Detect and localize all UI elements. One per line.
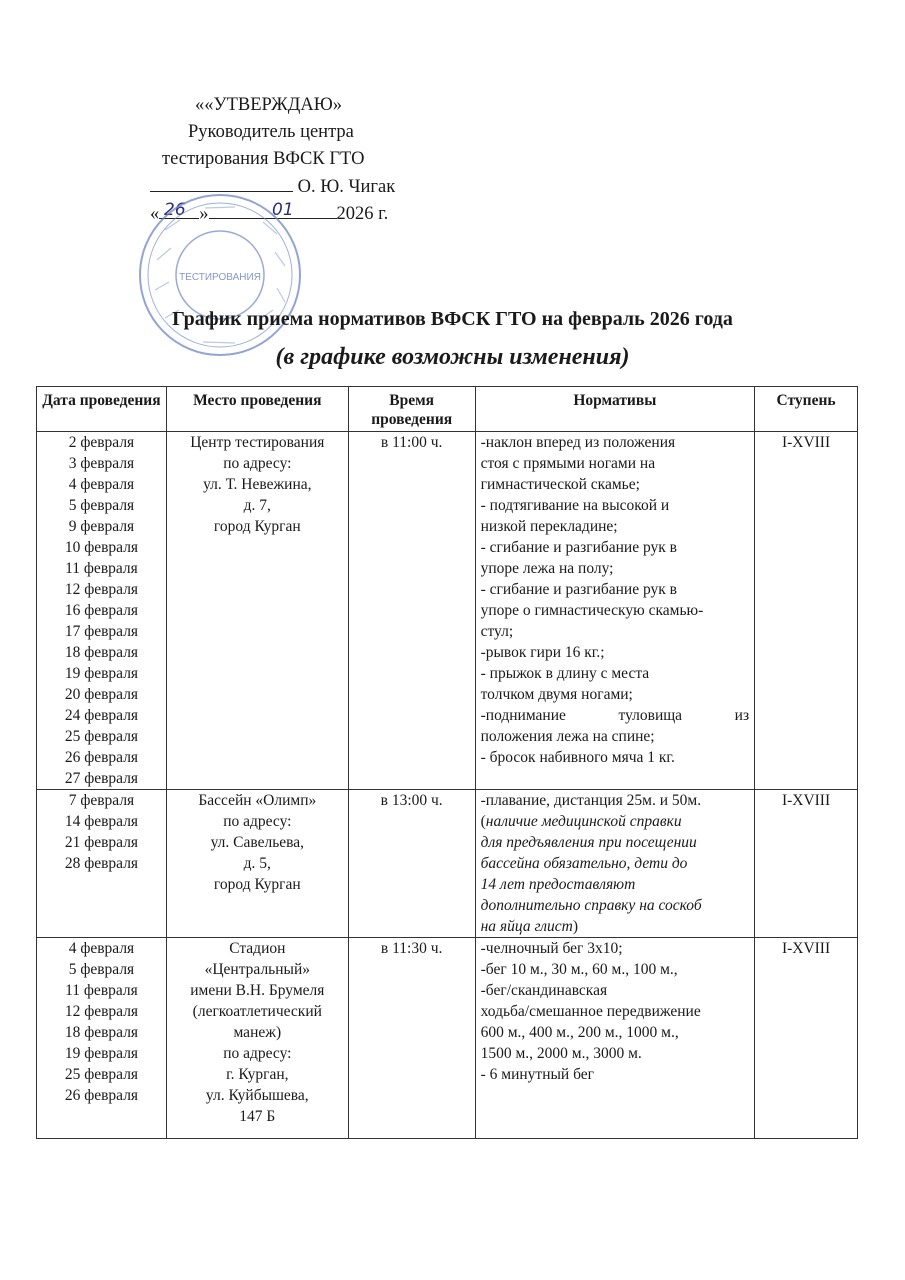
date-item: 20 февраля <box>64 686 139 703</box>
dates-cell <box>37 938 167 1139</box>
page-title: График приема нормативов ВФСК ГТО на февраль 2026 года <box>172 308 733 330</box>
date-item: 16 февраля <box>64 602 139 619</box>
header-norms: Нормативы <box>475 387 754 432</box>
place-line: д. 5, <box>243 855 271 872</box>
norm-line: 600 м., 400 м., 200 м., 1000 м., <box>480 1024 679 1041</box>
place-line: ул. Т. Невежина, <box>203 476 312 493</box>
handwritten-day: 26 <box>164 200 186 220</box>
stage-cell: I-XVIII <box>755 938 858 1139</box>
signature-blank <box>150 173 293 192</box>
place-line: 147 Б <box>239 1108 276 1125</box>
norms-cell <box>475 938 754 1139</box>
date-item: 26 февраля <box>64 749 139 766</box>
date-item: 28 февраля <box>64 855 139 872</box>
header-place: Место проведения <box>166 387 348 432</box>
schedule-table <box>36 386 858 1139</box>
date-item: 2 февраля <box>68 434 135 451</box>
norm-line: - бросок набивного мяча 1 кг. <box>480 749 675 766</box>
approval-heading: ««УТВЕРЖДАЮ» <box>195 95 342 115</box>
note-paren-close: ) <box>572 918 579 935</box>
date-item: 19 февраля <box>64 665 139 682</box>
norm-note-line <box>481 916 749 937</box>
norms-cell <box>475 790 754 938</box>
date-item: 9 февраля <box>68 518 135 535</box>
norm-line: гимнастической скамье; <box>480 476 640 493</box>
norm-line: низкой перекладине; <box>480 518 618 535</box>
date-item: 24 февраля <box>64 707 139 724</box>
norm-line: 1500 м., 2000 м., 3000 м. <box>480 1045 642 1062</box>
date-item: 5 февраля <box>68 961 135 978</box>
note-text: 14 лет предоставляют <box>480 876 636 893</box>
norm-line: - сгибание и разгибание рук в <box>480 539 677 556</box>
place-line: Бассейн «Олимп» <box>198 792 317 809</box>
note-text: наличие медицинской справки <box>485 813 682 830</box>
time-cell: в 11:00 ч. <box>348 432 475 790</box>
signature-line <box>150 173 420 200</box>
norm-line: положения лежа на спине; <box>480 728 655 745</box>
date-item: 3 февраля <box>68 455 135 472</box>
date-item: 4 февраля <box>68 476 135 493</box>
signer-name: О. Ю. Чигак <box>297 177 396 197</box>
header-date: Дата проведения <box>37 387 167 432</box>
date-item: 10 февраля <box>64 539 139 556</box>
approval-date <box>150 200 420 227</box>
handwritten-month: 01 <box>272 200 294 220</box>
date-item: 17 февраля <box>64 623 139 640</box>
norm-line: ходьба/смешанное передвижение <box>480 1003 701 1020</box>
date-item: 25 февраля <box>64 1066 139 1083</box>
place-line: по адресу: <box>223 813 292 830</box>
norm-line: стоя с прямыми ногами на <box>480 455 656 472</box>
norm-line: толчком двумя ногами; <box>480 686 633 703</box>
stamp-text: ТЕСТИРОВАНИЯ <box>179 272 261 283</box>
note-text: для предъявления при посещении <box>480 834 697 851</box>
date-item: 14 февраля <box>64 813 139 830</box>
norm-line: стул; <box>480 623 514 640</box>
approver-position: Руководитель центра <box>188 122 354 142</box>
place-line: по адресу: <box>223 455 292 472</box>
dates-cell <box>37 432 167 790</box>
norm-line: -бег/скандинавская <box>480 982 608 999</box>
date-item: 19 февраля <box>64 1045 139 1062</box>
date-item: 25 февраля <box>64 728 139 745</box>
header-stage: Ступень <box>755 387 858 432</box>
table-row <box>37 432 858 790</box>
time-cell: в 11:30 ч. <box>348 938 475 1139</box>
date-item: 4 февраля <box>68 940 135 957</box>
place-line: д. 7, <box>243 497 271 514</box>
norm-line: упоре о гимнастическую скамью- <box>480 602 704 619</box>
place-line: имени В.Н. Брумеля <box>190 982 325 999</box>
place-line: ул. Куйбышева, <box>205 1087 309 1104</box>
date-item: 18 февраля <box>64 644 139 661</box>
place-line: Центр тестирования <box>190 434 325 451</box>
date-item: 21 февраля <box>64 834 139 851</box>
date-item: 12 февраля <box>64 1003 139 1020</box>
norm-line: упоре лежа на полу; <box>480 560 614 577</box>
norm-line: - 6 минутный бег <box>480 1066 594 1083</box>
place-line: по адресу: <box>223 1045 292 1062</box>
place-cell <box>166 790 348 938</box>
place-line: «Центральный» <box>204 961 310 978</box>
approval-block <box>150 92 420 227</box>
norm-note-line <box>481 811 749 832</box>
approver-organization: тестирования ВФСК ГТО <box>162 149 365 169</box>
note-text: дополнительно справку на соскоб <box>480 897 702 914</box>
norms-cell <box>475 432 754 790</box>
norm-line: - сгибание и разгибание рук в <box>480 581 677 598</box>
date-item: 18 февраля <box>64 1024 139 1041</box>
header-time: Время проведения <box>348 387 475 432</box>
norm-line: -наклон вперед из положения <box>480 434 676 451</box>
table-row <box>37 790 858 938</box>
norm-line: -плавание, дистанция 25м. и 50м. <box>480 792 702 809</box>
place-line: Стадион <box>229 940 286 957</box>
date-quote-open: « <box>150 204 160 224</box>
table-row <box>37 938 858 1139</box>
stage-cell: I-XVIII <box>755 790 858 938</box>
date-item: 7 февраля <box>68 792 135 809</box>
norm-line: - подтягивание на высокой и <box>480 497 670 514</box>
time-cell: в 13:00 ч. <box>348 790 475 938</box>
note-paren-open: ( <box>480 813 486 830</box>
norm-line: -рывок гири 16 кг.; <box>480 644 605 661</box>
norm-line: -челночный бег 3х10; <box>480 940 623 957</box>
place-line: (легкоатлетический <box>192 1003 322 1020</box>
stage-cell: I-XVIII <box>755 432 858 790</box>
norm-line: - прыжок в длину с места <box>480 665 650 682</box>
note-text: на яйца глист <box>480 918 573 935</box>
table-header-row <box>37 387 858 432</box>
place-cell <box>166 432 348 790</box>
date-item: 11 февраля <box>65 560 138 577</box>
place-line: город Курган <box>213 518 301 535</box>
place-cell <box>166 938 348 1139</box>
norm-line: -поднимание туловища из <box>480 707 750 724</box>
date-item: 5 февраля <box>68 497 135 514</box>
norm-line: -бег 10 м., 30 м., 60 м., 100 м., <box>480 961 678 978</box>
place-line: город Курган <box>213 876 301 893</box>
date-quote-close: » <box>199 204 209 224</box>
note-text: бассейна обязательно, дети до <box>480 855 688 872</box>
place-line: г. Курган, <box>226 1066 289 1083</box>
dates-cell <box>37 790 167 938</box>
place-line: ул. Савельева, <box>210 834 305 851</box>
date-item: 12 февраля <box>64 581 139 598</box>
date-item: 27 февраля <box>64 770 139 787</box>
date-year: 2026 г. <box>336 204 389 224</box>
date-item: 26 февраля <box>64 1087 139 1104</box>
place-line: манеж) <box>233 1024 282 1041</box>
date-item: 11 февраля <box>65 982 138 999</box>
page-subtitle: (в графике возможны изменения) <box>275 344 630 370</box>
